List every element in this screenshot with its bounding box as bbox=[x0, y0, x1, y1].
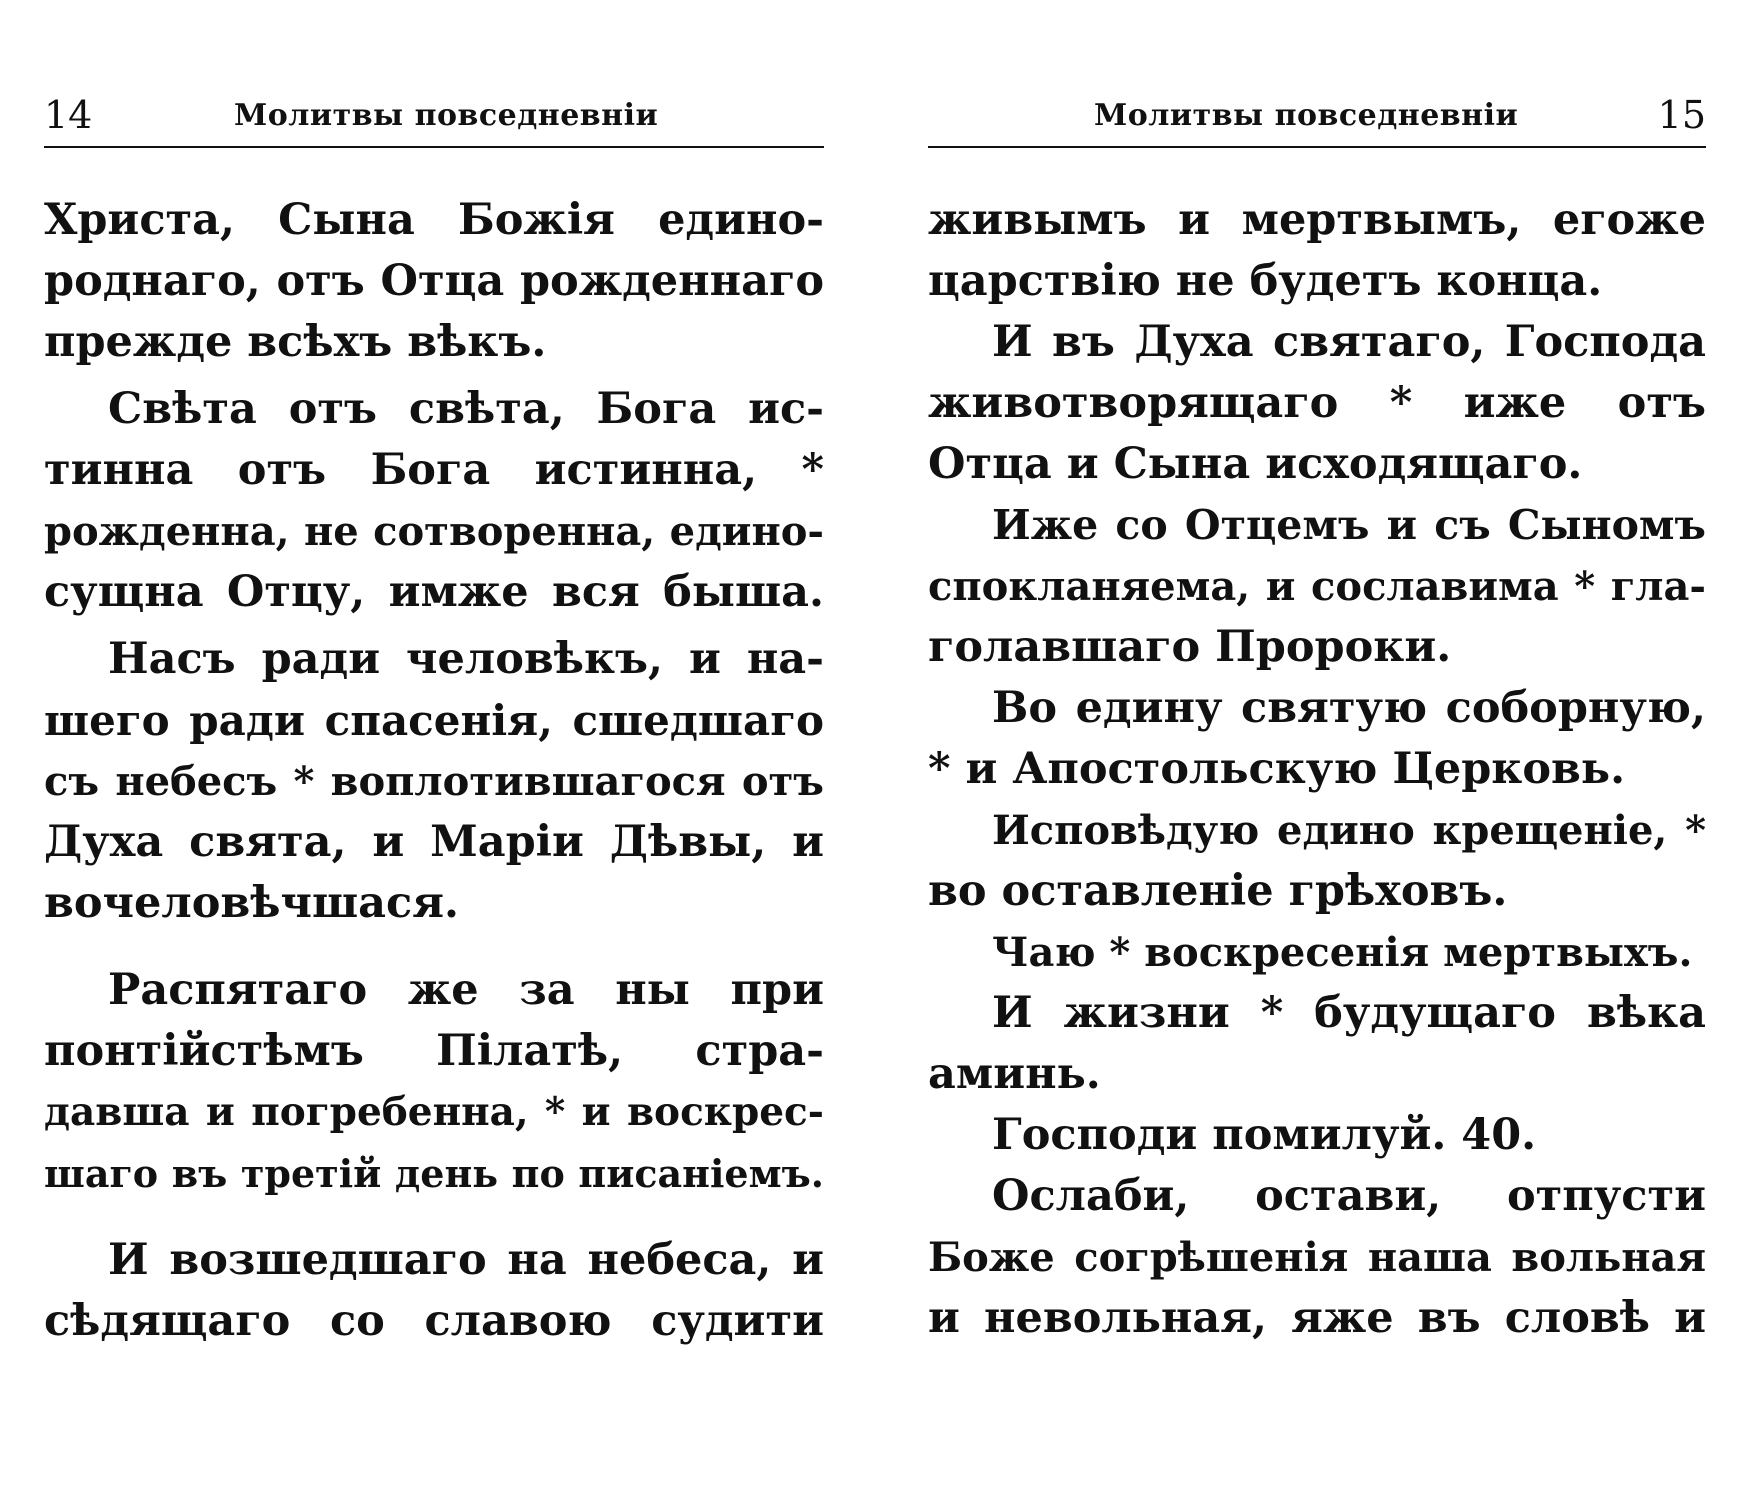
paragraph bbox=[928, 983, 1706, 1105]
right-running-title: Молитвы повседневнiи bbox=[1094, 98, 1519, 133]
left-running-title: Молитвы повседневнiи bbox=[234, 98, 659, 133]
text-line: Свѣта отъ свѣта, Бога ис- bbox=[108, 384, 824, 434]
text-line: Ослаби, остави, отпусти bbox=[992, 1171, 1706, 1221]
left-page-body bbox=[44, 190, 824, 1352]
text-line: шаго въ третiй день по писанiемъ. bbox=[44, 1151, 824, 1196]
right-page-number: 15 bbox=[1657, 93, 1706, 137]
text-line: Насъ ради человѣкъ, и на- bbox=[108, 634, 824, 684]
text-line: шего ради спасенiя, сшедшаго bbox=[44, 696, 824, 745]
text-line: Духа свята, и Марiи Дѣвы, и bbox=[44, 817, 824, 867]
text-line: Христа, Сына Божiя едино- bbox=[44, 195, 824, 245]
paragraph bbox=[928, 190, 1706, 312]
text-line: и невольная, яже въ словѣ и bbox=[928, 1293, 1706, 1343]
text-line: съ небесъ * воплотившагося отъ bbox=[44, 758, 824, 805]
paragraph bbox=[44, 960, 824, 1204]
text-line: Боже согрѣшенiя наша вольная bbox=[928, 1234, 1706, 1281]
text-line: животворящаго * иже отъ bbox=[928, 378, 1706, 428]
text-line: давша и погребенна, * и воскрес- bbox=[44, 1089, 824, 1135]
text-line: И въ Духа святаго, Господа bbox=[992, 317, 1706, 367]
text-line: Отца и Сына исходящаго. bbox=[928, 439, 1583, 489]
paragraph bbox=[928, 1105, 1706, 1166]
paragraph bbox=[928, 495, 1706, 678]
text-line: И жизни * будущаго вѣка bbox=[992, 988, 1706, 1038]
paragraph bbox=[928, 800, 1706, 922]
text-line: царствiю не будетъ конца. bbox=[928, 256, 1603, 306]
right-page bbox=[928, 90, 1706, 1470]
left-page bbox=[44, 90, 824, 1470]
text-line: рожденна, не сотворенна, едино- bbox=[44, 508, 824, 555]
text-line: И возшедшаго на небеса, и bbox=[108, 1235, 824, 1285]
right-page-header bbox=[928, 90, 1706, 148]
text-line: сущна Отцу, имже вся быша. bbox=[44, 567, 824, 617]
text-line: Господи помилуй. 40. bbox=[992, 1110, 1537, 1160]
left-page-header bbox=[44, 90, 824, 148]
text-line: голавшаго Пророки. bbox=[928, 622, 1452, 672]
left-page-number: 14 bbox=[44, 93, 93, 137]
text-line: Чаю * воскресенiя мертвыхъ. bbox=[992, 929, 1693, 976]
text-line: роднаго, отъ Отца рожденнаго bbox=[44, 256, 824, 306]
text-line: Во едину святую соборную, bbox=[992, 683, 1706, 733]
paragraph bbox=[928, 678, 1706, 800]
text-line: сѣдящаго со славою судити bbox=[44, 1296, 824, 1346]
text-line: спокланяема, и сославима * гла- bbox=[928, 563, 1706, 610]
paragraph bbox=[44, 1230, 824, 1352]
text-line: во оставленiе грѣховъ. bbox=[928, 866, 1508, 916]
text-line: прежде всѣхъ вѣкъ. bbox=[44, 317, 547, 367]
text-line: Иже со Отцемъ и съ Сыномъ bbox=[992, 501, 1706, 549]
text-line: тинна отъ Бога истинна, * bbox=[44, 445, 824, 495]
text-line: Распятаго же за ны при bbox=[108, 965, 824, 1015]
paragraph bbox=[44, 629, 824, 934]
text-line: понтiйстѣмъ Пiлатѣ, стра- bbox=[44, 1026, 824, 1076]
paragraph bbox=[928, 312, 1706, 495]
text-line: аминь. bbox=[928, 1049, 1101, 1099]
right-page-body bbox=[928, 190, 1706, 1349]
text-line: Исповѣдую едино крещенiе, * bbox=[992, 807, 1706, 854]
paragraph bbox=[44, 379, 824, 623]
text-line: * и Апостольскую Церковь. bbox=[928, 744, 1626, 794]
paragraph bbox=[928, 922, 1706, 983]
paragraph bbox=[928, 1166, 1706, 1349]
text-line: живымъ и мертвымъ, егоже bbox=[928, 195, 1706, 245]
text-line: вочеловѣчшася. bbox=[44, 878, 459, 928]
paragraph bbox=[44, 190, 824, 373]
